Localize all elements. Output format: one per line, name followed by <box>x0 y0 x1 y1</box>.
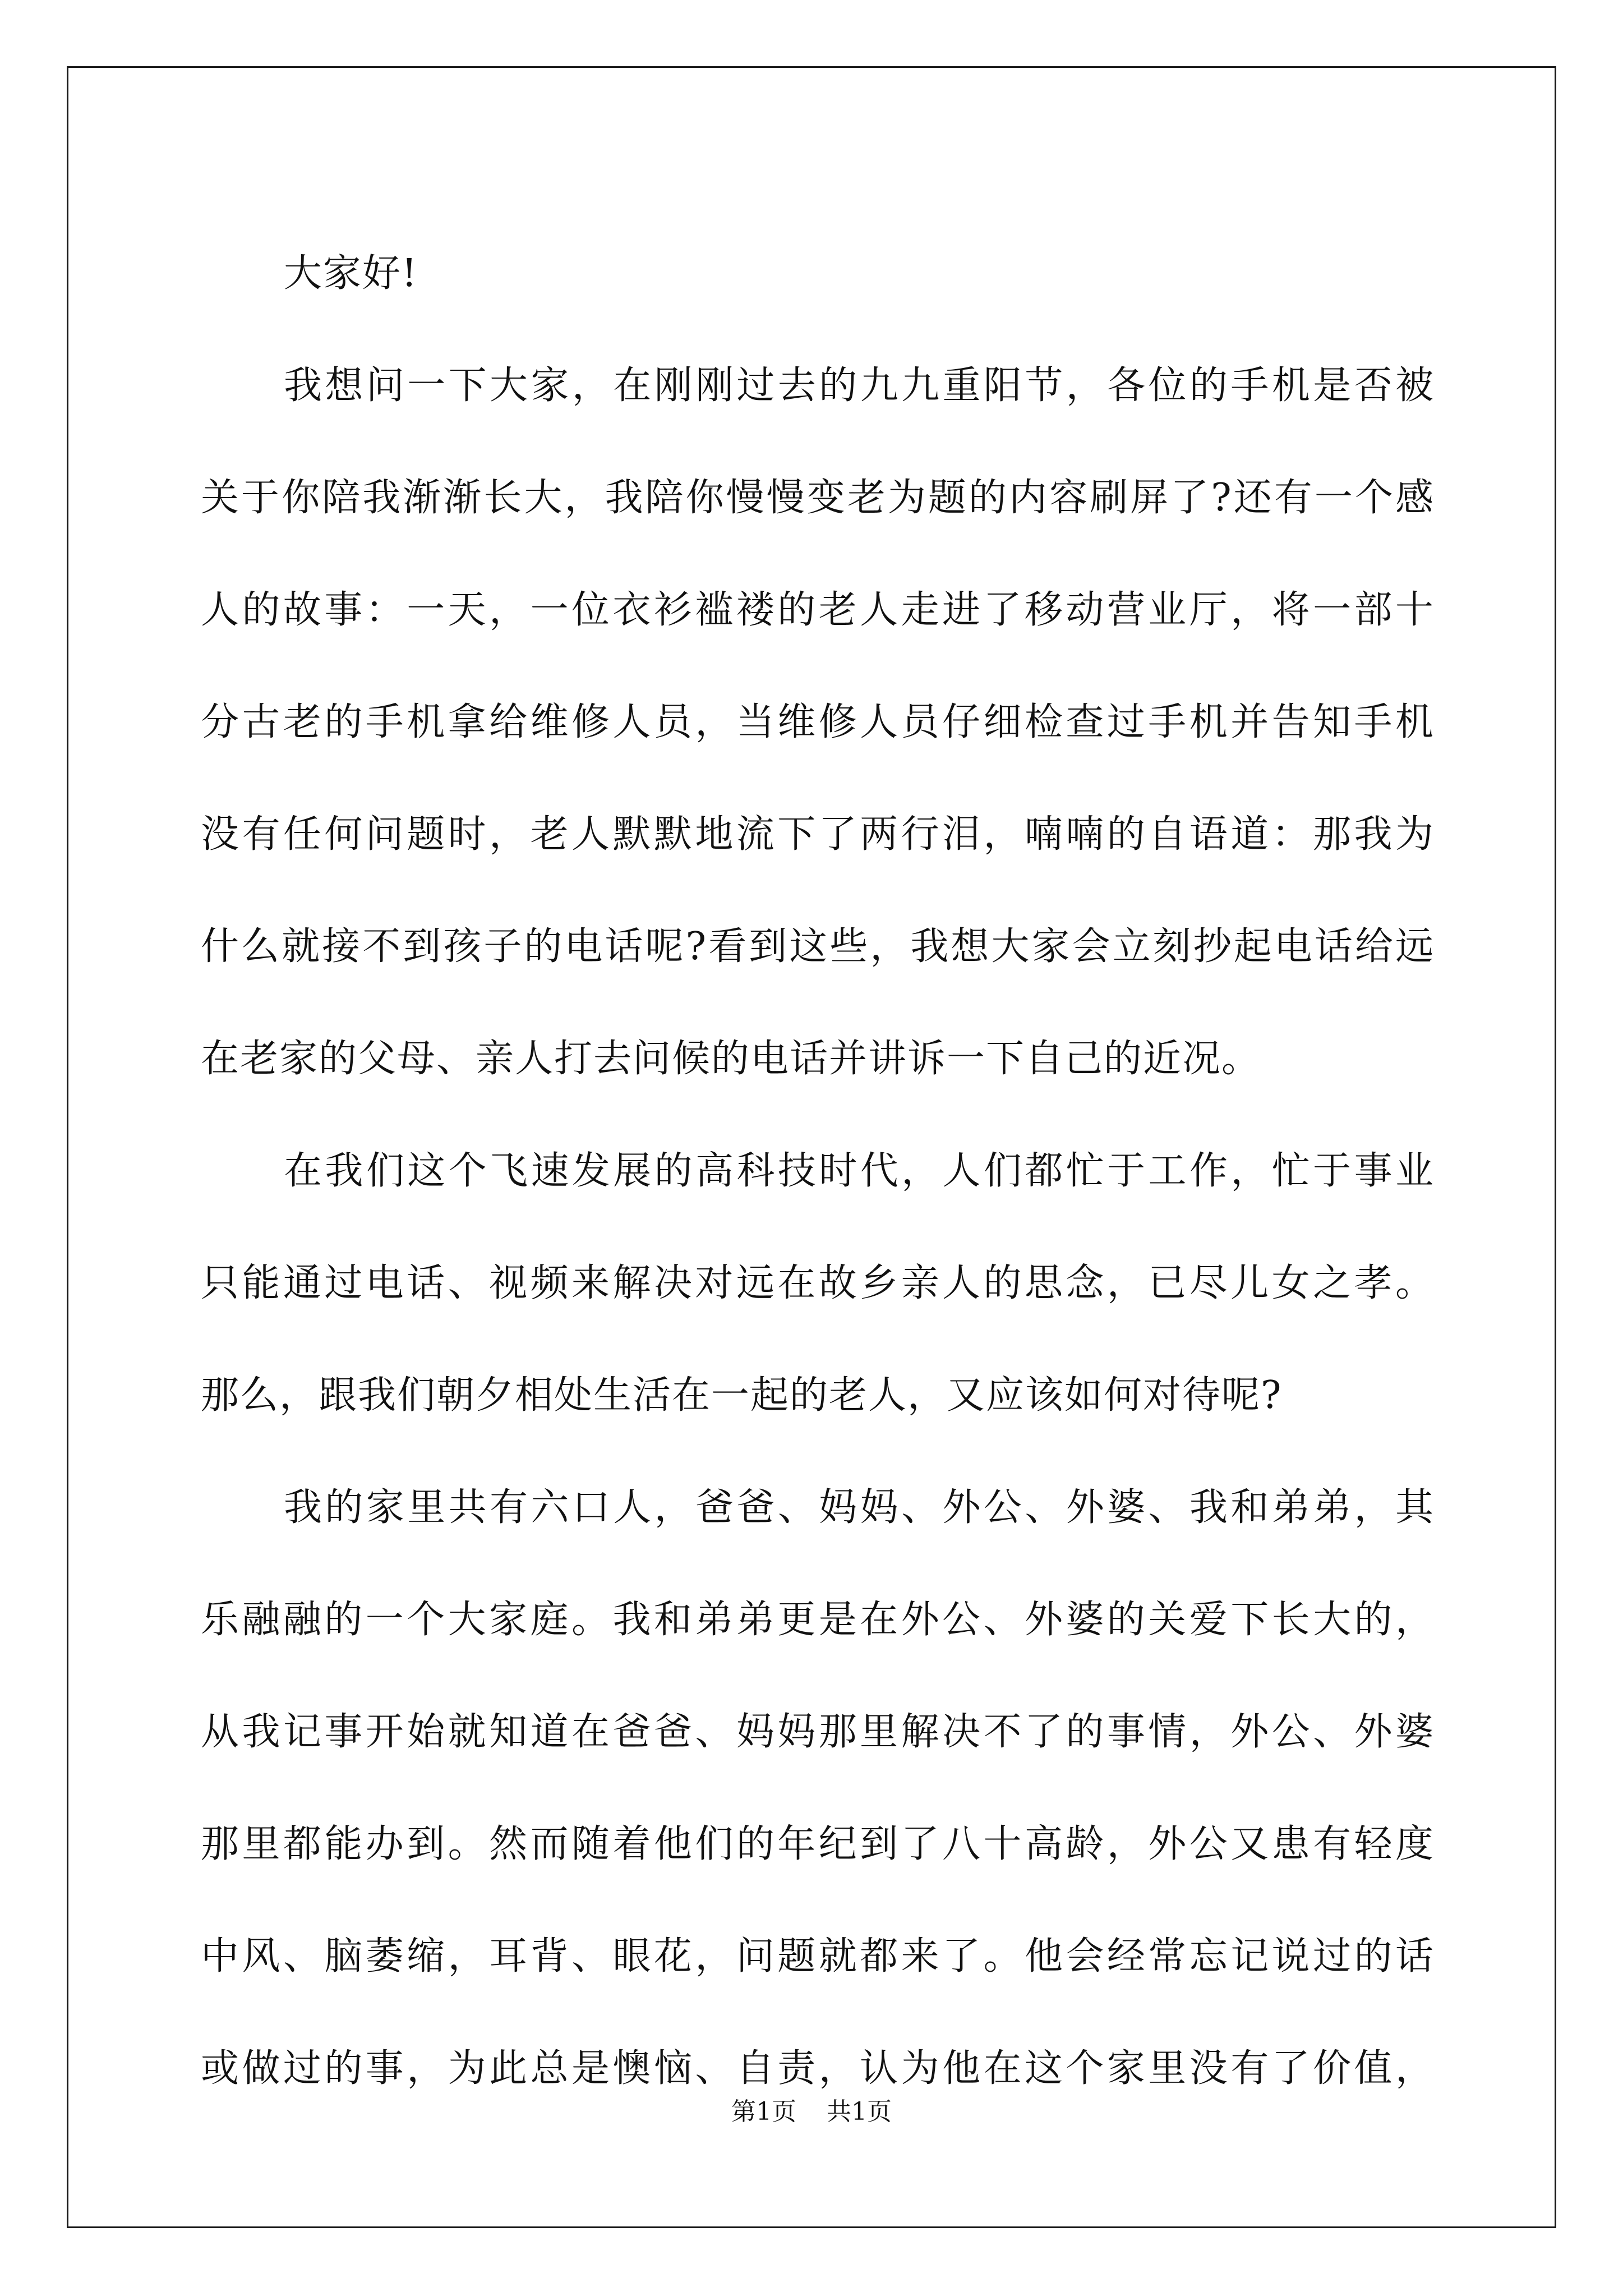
text-line: 我的家里共有六口人，爸爸、妈妈、外公、外婆、我和弟弟，其 <box>284 1485 1435 1530</box>
text-line: 分古老的手机拿给维修人员，当维修人员仔细检查过手机并告知手机 <box>201 700 1435 744</box>
text-line: 大家好! <box>284 251 418 296</box>
text-line: 那里都能办到。然而随着他们的年纪到了八十高龄，外公又患有轻度 <box>201 1822 1435 1866</box>
text-line: 那么，跟我们朝夕相处生活在一起的老人，又应该如何对待呢? <box>201 1373 1283 1418</box>
text-line: 乐融融的一个大家庭。我和弟弟更是在外公、外婆的关爱下长大的， <box>201 1598 1435 1642</box>
text-line: 什么就接不到孩子的电话呢?看到这些，我想大家会立刻抄起电话给远 <box>201 924 1435 969</box>
text-line: 从我记事开始就知道在爸爸、妈妈那里解决不了的事情，外公、外婆 <box>201 1710 1435 1754</box>
text-line: 在老家的父母、亲人打去问候的电话并讲诉一下自己的近况。 <box>201 1037 1261 1081</box>
text-line: 我想问一下大家，在刚刚过去的九九重阳节，各位的手机是否被 <box>284 364 1435 408</box>
text-line: 在我们这个飞速发展的高科技时代，人们都忙于工作，忙于事业 <box>284 1149 1435 1193</box>
text-line: 关于你陪我渐渐长大，我陪你慢慢变老为题的内容刷屏了?还有一个感 <box>201 476 1435 520</box>
page-number-total: 共1页 <box>827 2097 892 2126</box>
text-line: 中风、脑萎缩，耳背、眼花，问题就都来了。他会经常忘记说过的话 <box>201 1934 1435 1978</box>
text-line: 人的故事：一天，一位衣衫褴褛的老人走进了移动营业厅，将一部十 <box>201 588 1435 632</box>
page-footer <box>0 2095 1623 2129</box>
page-number-current: 第1页 <box>731 2097 796 2126</box>
text-line: 只能通过电话、视频来解决对远在故乡亲人的思念，已尽儿女之孝。 <box>201 1261 1435 1305</box>
text-line: 没有任何问题时，老人默默地流下了两行泪，喃喃的自语道：那我为 <box>201 812 1435 857</box>
text-line: 或做过的事，为此总是懊恼、自责，认为他在这个家里没有了价值， <box>201 2046 1435 2091</box>
document-body <box>201 218 1435 2125</box>
